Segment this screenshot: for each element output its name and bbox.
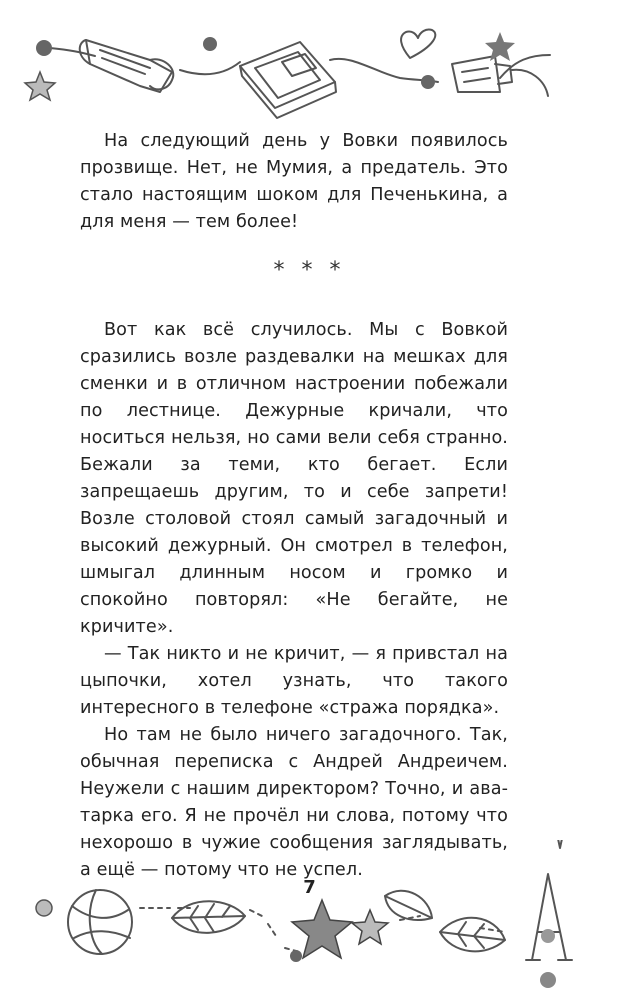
paragraph: Вот как всё случилось. Мы с Вовкой сразились возле раздевалки на мешках для сменки и в отличном настроении побежали по лестнице. Дежурные кричали, что носиться нельзя, но сами вели себя странно. Бежали за теми, кто бегает. Если запрещаешь другим, то и себе запрети! Возле столовой стоял самый загадочный и высокий дежурный. Он смотрел в телефон, шмыгал длинным носом и громко и спокойно повторял: «Не бегайте, не кричите».: [80, 320, 508, 637]
decor-dot: [541, 929, 555, 943]
leaf-icon: [385, 891, 432, 920]
ball-icon: [68, 890, 132, 954]
star-icon: [352, 910, 388, 944]
page-number: 7: [303, 877, 316, 898]
book-icon: [240, 42, 336, 118]
star-icon: [25, 72, 55, 100]
bottom-decoration: [0, 840, 619, 1000]
toothpaste-icon: [452, 56, 548, 96]
top-decoration: [0, 0, 619, 120]
star-icon: [292, 900, 352, 958]
sparkle-icon: [544, 840, 576, 848]
text-block-main: [80, 317, 508, 884]
decor-dot: [36, 900, 52, 916]
leaf-icon: [440, 918, 505, 952]
letter-a-icon: [526, 874, 572, 960]
paragraph: На следующий день у Вовки появилось прозвище. Нет, не Мумия, а предатель. Это стало настоящим шоком для Печенькина, а для меня — тем более!: [80, 131, 508, 232]
decor-dot: [203, 37, 217, 51]
paragraph: — Так никто и не кричит, — я привстал на цыпочки, хотел узнать, что такого интересного в телефоне «стража порядка».: [80, 644, 508, 718]
decor-dot: [36, 40, 52, 56]
paragraph: Но там не было ничего загадочного. Так, обычная переписка с Андрей Андреичем. Неужели с нашим директором? Точно, и аватарка его. Я не прочёл ни слова, потому что нехорошо в чужие сообщения заглядывать, а ещё — потому что не успел.: [80, 725, 508, 880]
decor-dot: [290, 950, 302, 962]
scene-separator: * * *: [273, 258, 346, 283]
leaf-icon: [172, 901, 245, 933]
text-block-top: [80, 128, 508, 236]
heart-icon: [401, 29, 435, 58]
decor-dot: [540, 972, 556, 988]
decor-dot: [421, 75, 435, 89]
scroll-icon: [80, 40, 174, 92]
